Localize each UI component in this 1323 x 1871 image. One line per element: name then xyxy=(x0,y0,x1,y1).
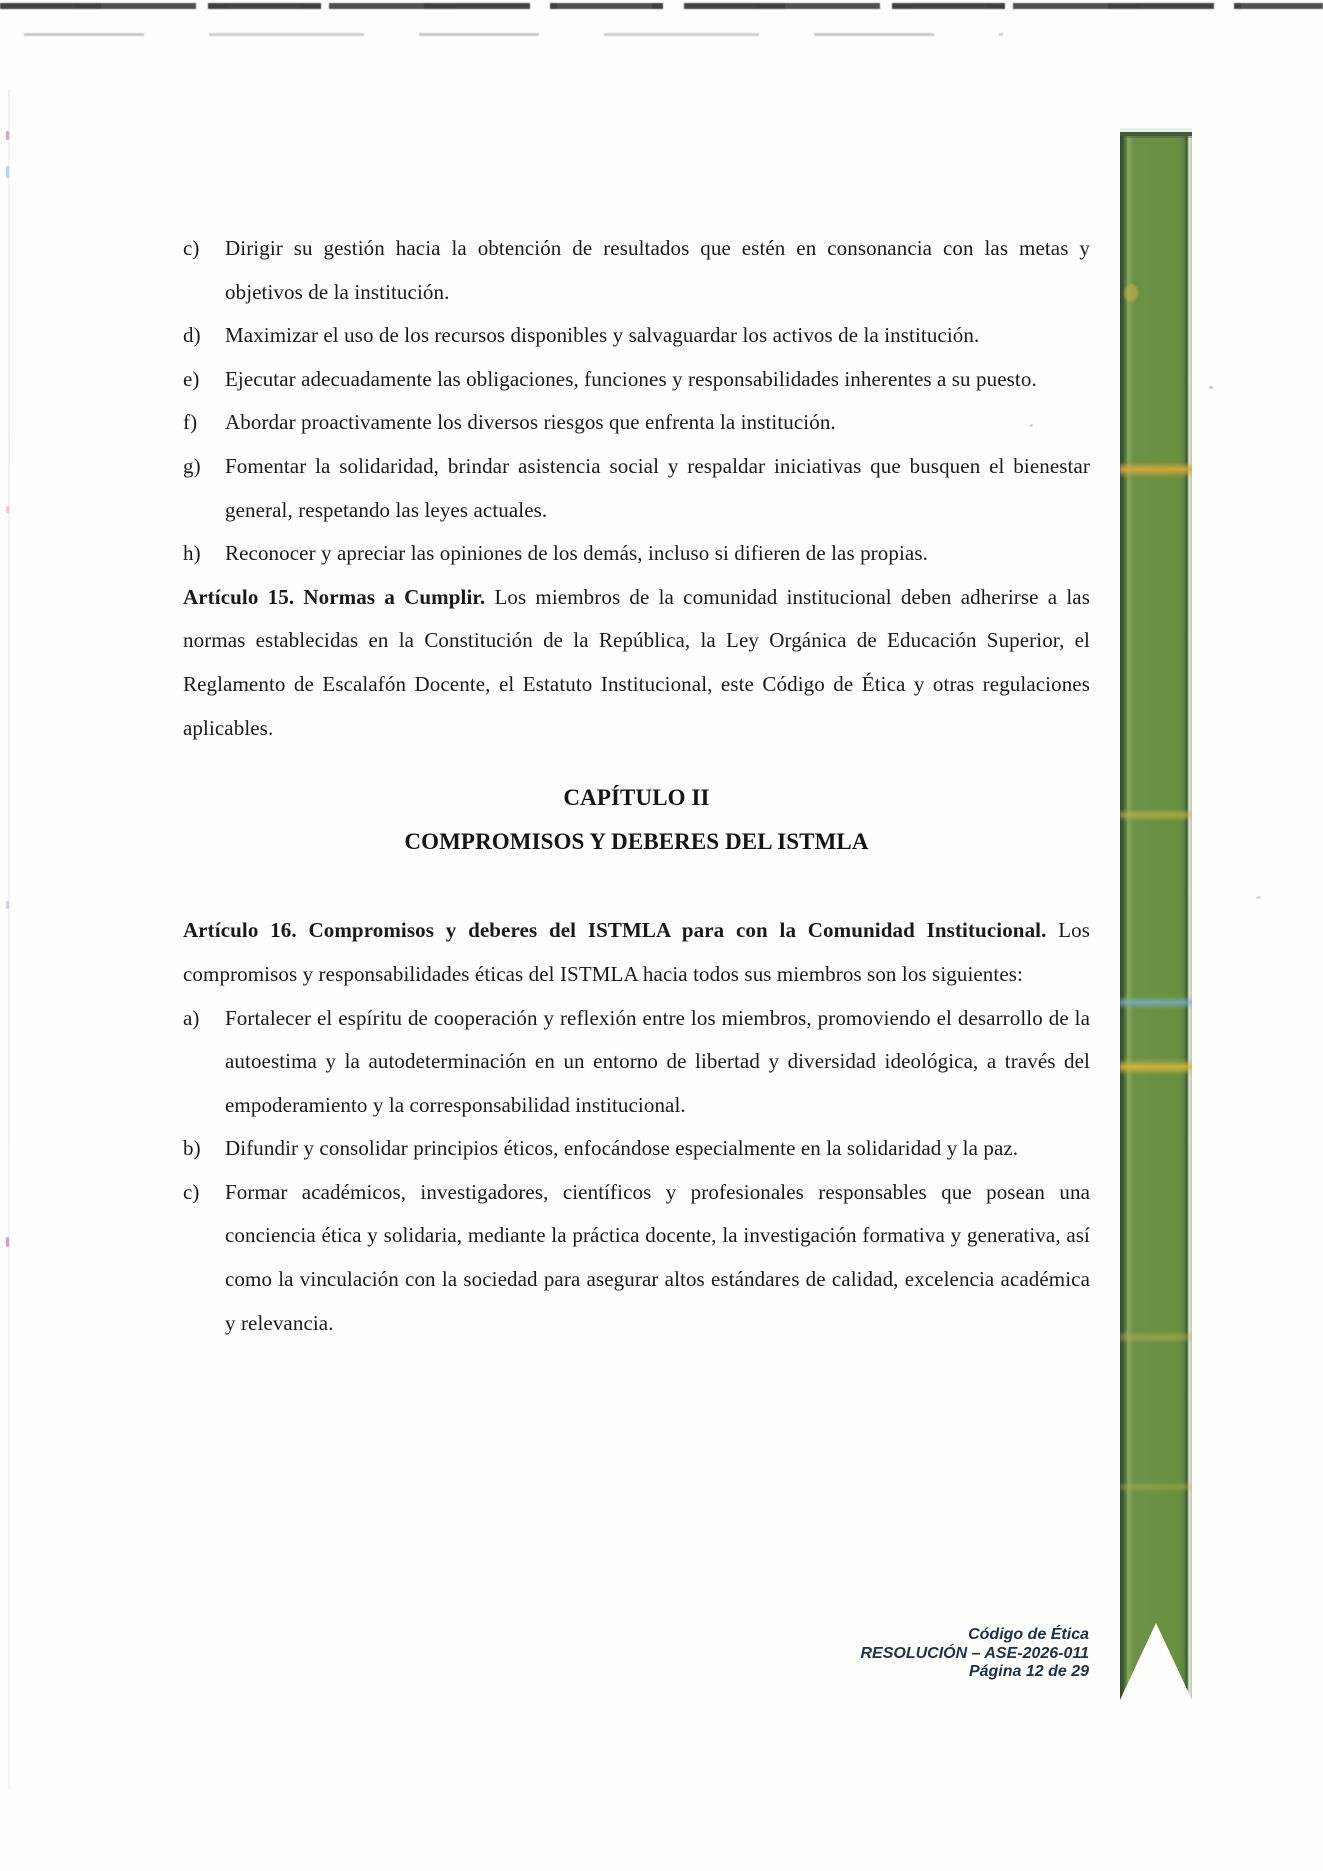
article-15-lead: Artículo 15. Normas a Cumplir. xyxy=(183,584,486,609)
ribbon-stripe-dot xyxy=(1124,284,1138,302)
list-item-g xyxy=(183,445,1090,532)
scan-edge-artifact-secondary xyxy=(24,33,1003,36)
article-16-body: Los compromisos y responsabilidades éticas del ISTMLA hacia todos sus miembros son los siguientes: xyxy=(183,918,1091,986)
list-item-h xyxy=(183,532,1090,576)
chapter-subtitle: COMPROMISOS Y DEBERES DEL ISTMLA xyxy=(404,828,869,854)
list-item-c2 xyxy=(183,1171,1090,1345)
footer-doc-title: Código de Ética xyxy=(968,1626,1089,1643)
article-16-paragraph xyxy=(183,909,1090,996)
scan-left-edge-line xyxy=(8,90,10,1790)
article-15-body: Los miembros de la comunidad institucional deben adherirse a las normas establecidas en la Constitución de la República, la Ley Orgánica de Educación Superior, el Reglamento de Escalafón Docente, el Estatuto Institucional, este Código de Ética y otras regulaciones aplicables. xyxy=(183,584,1090,740)
bookmark-ribbon xyxy=(1120,128,1192,1700)
list-item-text: Abordar proactivamente los diversos riesgos que enfrenta la institución. xyxy=(225,410,836,435)
list-item-marker: b) xyxy=(183,1136,201,1161)
list-item-text: Difundir y consolidar principios éticos, enfocándose especialmente en la solidaridad y la paz. xyxy=(225,1136,1019,1161)
list-item-marker: c) xyxy=(183,1179,200,1204)
document-body-text xyxy=(183,227,1090,1345)
ribbon-stripe-faint xyxy=(1120,1482,1192,1492)
scan-tick-pink xyxy=(6,506,9,513)
list-item-marker: a) xyxy=(183,1005,200,1030)
page-footer xyxy=(860,1626,1089,1682)
chapter-title: CAPÍTULO II xyxy=(563,785,710,811)
list-item-text: Reconocer y apreciar las opiniones de los demás, incluso si difieren de las propias. xyxy=(225,541,928,566)
ribbon-stripe-blue xyxy=(1120,996,1192,1009)
list-item-text: Maximizar el uso de los recursos disponibles y salvaguardar los activos de la institución. xyxy=(225,323,980,348)
scan-tick-cyan xyxy=(6,166,9,178)
ribbon-stripe-orange xyxy=(1120,462,1192,478)
list-item-text: Formar académicos, investigadores, científicos y profesionales responsables que posean una conciencia ética y solidaria, mediante la práctica docente, la investigación formativa y generativa, así como la vinculación con la sociedad para asegurar altos estándares de calidad, excelencia académica y relevancia. xyxy=(225,1179,1090,1335)
ribbon-top-band xyxy=(1120,128,1192,138)
list-item-text: Fomentar la solidaridad, brindar asistencia social y respaldar iniciativas que busquen el bienestar general, respetando las leyes actuales. xyxy=(225,453,1090,522)
list-item-marker: h) xyxy=(183,541,201,566)
list-item-marker: c) xyxy=(183,236,200,260)
list-item-b2 xyxy=(183,1127,1090,1171)
ribbon-stripe-yellow-soft xyxy=(1120,809,1192,821)
list-item-marker: e) xyxy=(183,366,200,391)
list-item-marker: d) xyxy=(183,323,201,348)
ribbon-stripe-gold xyxy=(1120,1059,1192,1075)
list-item-d xyxy=(183,314,1090,358)
list-item-text: Dirigir su gestión hacia la obtención de resultados que estén en consonancia con las metas y objetivos de la institución. xyxy=(225,236,1090,304)
scan-speck xyxy=(1256,896,1261,899)
list-item-f xyxy=(183,401,1090,445)
scan-speck xyxy=(1209,386,1213,389)
list-item-a2 xyxy=(183,997,1090,1128)
list-item-marker: f) xyxy=(183,410,198,435)
scan-tick-magenta xyxy=(6,1237,9,1247)
scan-tick-violet xyxy=(6,901,9,909)
ribbon-stripe-faint xyxy=(1120,1331,1192,1343)
scan-edge-artifact-top xyxy=(0,3,1323,9)
list-item-e xyxy=(183,358,1090,402)
footer-page-number: Página 12 de 29 xyxy=(968,1663,1089,1680)
list-item-text: Ejecutar adecuadamente las obligaciones, funciones y responsabilidades inherentes a su puesto. xyxy=(225,366,1037,391)
footer-resolution: RESOLUCIÓN – ASE-2026-011 xyxy=(860,1644,1089,1662)
list-item-marker: g) xyxy=(183,453,201,478)
list-item-text: Fortalecer el espíritu de cooperación y reflexión entre los miembros, promoviendo el desarrollo de la autoestima y la autodeterminación en un entorno de libertad y diversidad ideológica, a través del empoderamiento y la corresponsabilidad institucional. xyxy=(225,1005,1090,1117)
article-15-paragraph xyxy=(183,576,1090,750)
scan-tick-pink xyxy=(6,131,9,140)
article-16-lead: Artículo 16. Compromisos y deberes del ISTMLA para con la Comunidad Institucional. xyxy=(183,918,1047,943)
list-item-c xyxy=(183,227,1090,314)
